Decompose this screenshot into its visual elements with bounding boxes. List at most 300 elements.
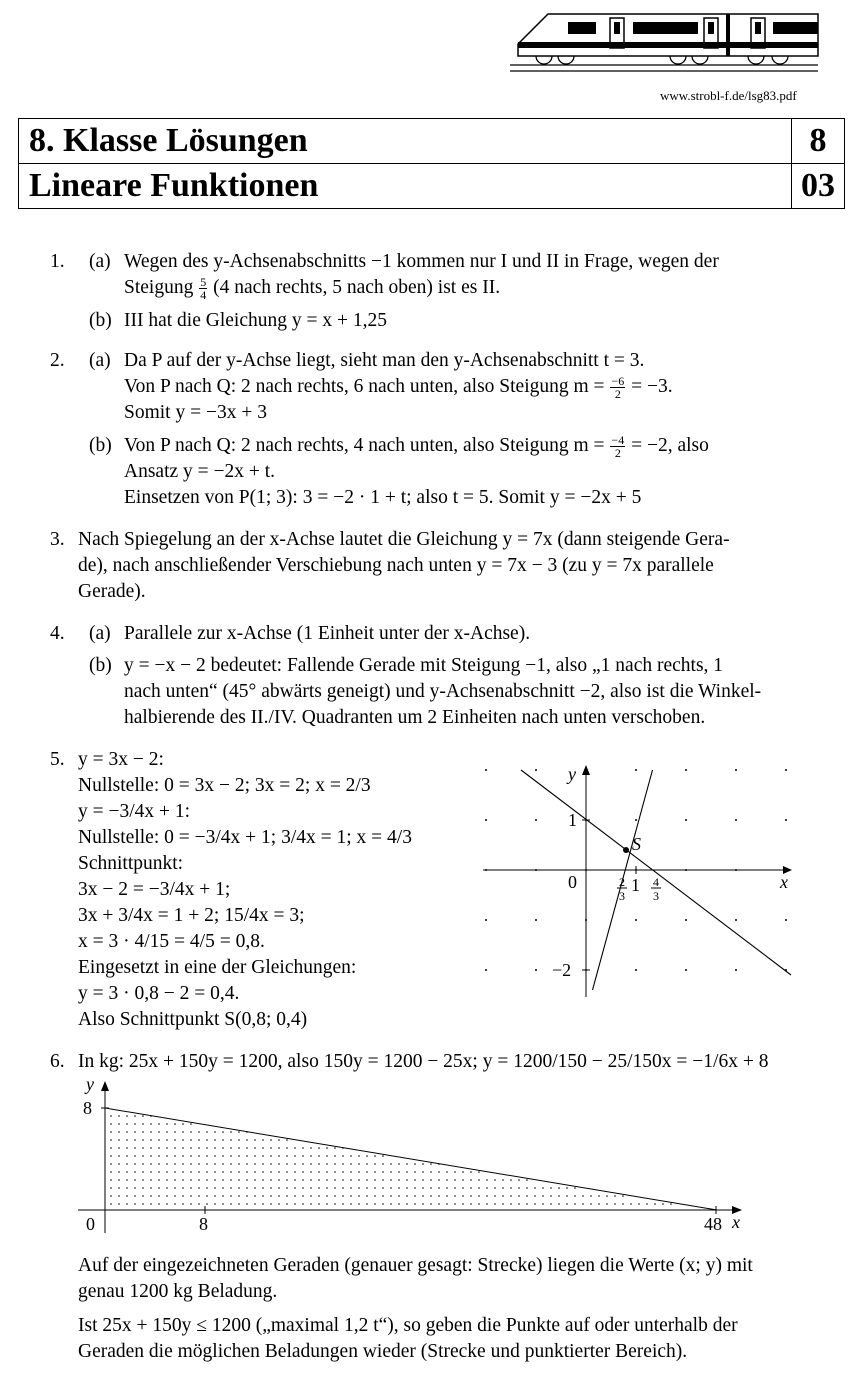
region-dot <box>382 1163 384 1165</box>
region-dot <box>334 1187 336 1189</box>
region-dot <box>286 1171 288 1173</box>
region-dot <box>478 1203 480 1205</box>
region-dot <box>134 1203 136 1205</box>
frac-2-3-den: 3 <box>619 889 625 903</box>
region-dot <box>206 1147 208 1149</box>
grid-dot <box>635 919 637 921</box>
region-dot <box>454 1203 456 1205</box>
region-dot <box>150 1163 152 1165</box>
line-y-minus-3-4x-plus-1 <box>521 770 791 975</box>
region-dot <box>230 1171 232 1173</box>
x-axis-label: x <box>780 872 788 892</box>
region-dot <box>182 1179 184 1181</box>
region-dot <box>286 1155 288 1157</box>
region-dot <box>214 1203 216 1205</box>
region-dot <box>534 1187 536 1189</box>
task-4b-line1: y = −x − 2 bedeutet: Fallende Gerade mit Steigung −1, also „1 nach rechts, 1 <box>124 655 724 676</box>
region-dot <box>334 1171 336 1173</box>
region-dot <box>662 1203 664 1205</box>
region-dot <box>550 1187 552 1189</box>
region-dot <box>422 1195 424 1197</box>
region-dot <box>246 1139 248 1141</box>
region-dot <box>182 1131 184 1133</box>
region-dot <box>254 1147 256 1149</box>
region-dot <box>382 1179 384 1181</box>
region-dot <box>174 1155 176 1157</box>
region-dot <box>158 1155 160 1157</box>
task-6-para2-line1: Ist 25x + 150y ≤ 1200 („maximal 1,2 t“), so geben die Punkte auf oder unterhalb der <box>78 1315 738 1336</box>
region-dot <box>350 1203 352 1205</box>
grid-dot <box>535 819 537 821</box>
region-dot <box>286 1163 288 1165</box>
region-dot <box>110 1131 112 1133</box>
source-url: www.strobl-f.de/lsg83.pdf <box>660 88 797 103</box>
region-dot <box>190 1171 192 1173</box>
region-dot <box>214 1131 216 1133</box>
region-dot <box>614 1203 616 1205</box>
region-dot <box>438 1195 440 1197</box>
region-dot <box>262 1203 264 1205</box>
region-dot <box>638 1203 640 1205</box>
region-dot <box>118 1115 120 1117</box>
region-dot <box>110 1115 112 1117</box>
region-dot <box>182 1203 184 1205</box>
region-dot <box>230 1131 232 1133</box>
region-dot <box>270 1187 272 1189</box>
region-dot <box>126 1203 128 1205</box>
region-dot <box>142 1171 144 1173</box>
task-2b-line2: Ansatz y = −2x + t. <box>124 461 276 482</box>
region-dot <box>142 1203 144 1205</box>
task-6-para1-line2: genau 1200 kg Beladung. <box>78 1281 278 1302</box>
region-dot <box>222 1163 224 1165</box>
region-dot <box>174 1179 176 1181</box>
region-dot <box>142 1163 144 1165</box>
region-dot <box>270 1155 272 1157</box>
region-dot <box>590 1195 592 1197</box>
region-dot <box>206 1163 208 1165</box>
region-dot <box>126 1187 128 1189</box>
region-dot <box>118 1155 120 1157</box>
region-dot <box>286 1195 288 1197</box>
region-dot <box>558 1195 560 1197</box>
region-dot <box>270 1147 272 1149</box>
region-dot <box>470 1187 472 1189</box>
grid-dot <box>535 969 537 971</box>
grid-dot <box>685 919 687 921</box>
grid-dot <box>485 769 487 771</box>
region-dot <box>118 1203 120 1205</box>
region-dot <box>318 1187 320 1189</box>
region-dot <box>278 1179 280 1181</box>
region-dot <box>510 1187 512 1189</box>
region-dot <box>110 1195 112 1197</box>
region-dot <box>222 1131 224 1133</box>
region-dot <box>278 1187 280 1189</box>
grid-dot <box>735 769 737 771</box>
subtask-label: (b) <box>89 435 112 456</box>
region-dot <box>158 1187 160 1189</box>
region-dot <box>542 1187 544 1189</box>
region-dot <box>190 1147 192 1149</box>
region-dot <box>182 1171 184 1173</box>
region-dot <box>454 1171 456 1173</box>
region-dot <box>270 1139 272 1141</box>
task-5-line: Nullstelle: 0 = −3/4x + 1; 3/4x = 1; x = 4/3 <box>78 827 412 848</box>
region-dot <box>566 1195 568 1197</box>
task-2 <box>0 348 862 518</box>
y-axis-label: y <box>568 764 576 784</box>
region-dot <box>174 1147 176 1149</box>
region-dot <box>254 1155 256 1157</box>
region-dot <box>262 1155 264 1157</box>
region-dot <box>246 1203 248 1205</box>
region-dot <box>486 1179 488 1181</box>
region-dot <box>470 1179 472 1181</box>
region-dot <box>286 1179 288 1181</box>
y-axis-arrow <box>582 765 590 775</box>
region-dot <box>214 1147 216 1149</box>
region-dot <box>206 1171 208 1173</box>
region-dot <box>558 1187 560 1189</box>
region-dot <box>478 1195 480 1197</box>
dotted-region <box>110 1115 672 1205</box>
region-dot <box>110 1123 112 1125</box>
region-dot <box>358 1187 360 1189</box>
region-dot <box>310 1187 312 1189</box>
region-dot <box>190 1131 192 1133</box>
region-dot <box>158 1195 160 1197</box>
region-dot <box>310 1179 312 1181</box>
region-dot <box>318 1147 320 1149</box>
region-dot <box>286 1187 288 1189</box>
task-number: 1. <box>50 251 65 272</box>
grid-dot <box>735 919 737 921</box>
task-6-para2-line2: Geraden die möglichen Beladungen wieder (Strecke und punktierter Bereich). <box>78 1341 688 1362</box>
region-dot <box>118 1131 120 1133</box>
region-dot <box>110 1163 112 1165</box>
region-dot <box>422 1187 424 1189</box>
region-dot <box>310 1195 312 1197</box>
grid-dot <box>635 769 637 771</box>
region-dot <box>406 1203 408 1205</box>
region-dot <box>534 1195 536 1197</box>
region-dot <box>390 1163 392 1165</box>
region-dot <box>110 1147 112 1149</box>
region-dot <box>158 1163 160 1165</box>
region-dot <box>166 1139 168 1141</box>
task-5-line: Eingesetzt in eine der Gleichungen: <box>78 957 357 978</box>
region-dot <box>446 1171 448 1173</box>
region-dot <box>414 1163 416 1165</box>
region-dot <box>398 1163 400 1165</box>
region-dot <box>126 1115 128 1117</box>
region-dot <box>270 1163 272 1165</box>
region-dot <box>454 1195 456 1197</box>
region-dot <box>502 1203 504 1205</box>
task-5-line: 3x − 2 = −3/4x + 1; <box>78 879 231 900</box>
region-dot <box>214 1179 216 1181</box>
grid-dot <box>685 769 687 771</box>
region-dot <box>374 1155 376 1157</box>
region-dot <box>198 1171 200 1173</box>
region-dot <box>206 1195 208 1197</box>
region-dot <box>342 1163 344 1165</box>
grid-dot <box>785 769 787 771</box>
region-dot <box>150 1131 152 1133</box>
task-number: 4. <box>50 623 65 644</box>
region-dot <box>366 1179 368 1181</box>
region-dot <box>278 1195 280 1197</box>
region-dot <box>254 1139 256 1141</box>
region-dot <box>278 1171 280 1173</box>
region-dot <box>278 1147 280 1149</box>
region-dot <box>158 1123 160 1125</box>
region-dot <box>286 1147 288 1149</box>
region-dot <box>510 1203 512 1205</box>
region-dot <box>286 1203 288 1205</box>
region-dot <box>198 1179 200 1181</box>
region-dot <box>254 1171 256 1173</box>
region-dot <box>182 1195 184 1197</box>
task-2b-line1: Von P nach Q: 2 nach rechts, 4 nach unten, also Steigung m = $\frac{-4}{2}$ = −2, also <box>124 433 709 461</box>
region-dot <box>262 1179 264 1181</box>
region-dot <box>310 1155 312 1157</box>
task-4b-line2: nach unten“ (45° abwärts geneigt) und y-Achsenabschnitt −2, also ist die Winkel- <box>124 681 762 702</box>
region-dot <box>302 1171 304 1173</box>
region-dot <box>350 1155 352 1157</box>
region-dot <box>206 1155 208 1157</box>
region-dot <box>206 1131 208 1133</box>
region-dot <box>422 1203 424 1205</box>
grid-dot <box>485 819 487 821</box>
region-dot <box>518 1195 520 1197</box>
region-dot <box>326 1163 328 1165</box>
region-dot <box>222 1139 224 1141</box>
region-dot <box>198 1163 200 1165</box>
region-dot <box>422 1179 424 1181</box>
region-dot <box>294 1163 296 1165</box>
region-dot <box>262 1163 264 1165</box>
region-dot <box>150 1179 152 1181</box>
region-dot <box>342 1179 344 1181</box>
task-5-line: Schnittpunkt: <box>78 853 184 874</box>
task-5-line: y = 3 · 0,8 − 2 = 0,4. <box>78 983 240 1004</box>
region-dot <box>574 1187 576 1189</box>
grid-dot <box>685 819 687 821</box>
region-dot <box>150 1147 152 1149</box>
region-dot <box>206 1179 208 1181</box>
region-dot <box>214 1163 216 1165</box>
region-dot <box>486 1203 488 1205</box>
region-dot <box>518 1179 520 1181</box>
region-dot <box>398 1179 400 1181</box>
region-dot <box>126 1163 128 1165</box>
region-dot <box>558 1203 560 1205</box>
region-dot <box>134 1139 136 1141</box>
subtask-label: (a) <box>89 251 111 272</box>
region-dot <box>262 1139 264 1141</box>
region-dot <box>118 1139 120 1141</box>
region-dot <box>222 1203 224 1205</box>
region-dot <box>134 1147 136 1149</box>
region-dot <box>478 1179 480 1181</box>
task-4a-text: Parallele zur x-Achse (1 Einheit unter der x-Achse). <box>124 623 531 644</box>
region-dot <box>398 1187 400 1189</box>
region-dot <box>206 1187 208 1189</box>
grid-dot <box>635 969 637 971</box>
region-dot <box>142 1115 144 1117</box>
region-dot <box>366 1155 368 1157</box>
region-dot <box>174 1195 176 1197</box>
region-dot <box>238 1147 240 1149</box>
region-dot <box>382 1171 384 1173</box>
region-dot <box>334 1203 336 1205</box>
region-dot <box>670 1203 672 1205</box>
y-axis-label: y <box>86 1075 94 1094</box>
region-dot <box>230 1203 232 1205</box>
region-dot <box>206 1139 208 1141</box>
region-dot <box>486 1187 488 1189</box>
region-dot <box>270 1203 272 1205</box>
region-dot <box>510 1195 512 1197</box>
topic-title: Lineare Funktionen <box>19 164 792 209</box>
region-dot <box>454 1187 456 1189</box>
region-dot <box>166 1123 168 1125</box>
region-dot <box>326 1187 328 1189</box>
region-dot <box>430 1171 432 1173</box>
region-dot <box>230 1155 232 1157</box>
region-dot <box>598 1203 600 1205</box>
region-dot <box>134 1171 136 1173</box>
region-dot <box>150 1203 152 1205</box>
region-dot <box>374 1179 376 1181</box>
region-dot <box>494 1187 496 1189</box>
region-dot <box>294 1179 296 1181</box>
region-dot <box>390 1179 392 1181</box>
region-dot <box>158 1147 160 1149</box>
region-dot <box>494 1203 496 1205</box>
region-dot <box>238 1155 240 1157</box>
task-6-line1: In kg: 25x + 150y = 1200, also 150y = 1200 − 25x; y = 1200/150 − 25/150x = −1/6x + 8 <box>78 1051 769 1072</box>
graph-task6 <box>72 1075 752 1237</box>
region-dot <box>406 1187 408 1189</box>
line-load-limit <box>105 1108 717 1210</box>
region-dot <box>158 1171 160 1173</box>
region-dot <box>366 1203 368 1205</box>
region-dot <box>126 1139 128 1141</box>
region-dot <box>430 1179 432 1181</box>
region-dot <box>278 1155 280 1157</box>
task-3-line1: Nach Spiegelung an der x-Achse lautet die Gleichung y = 7x (dann steigende Gera- <box>78 529 730 550</box>
region-dot <box>110 1187 112 1189</box>
region-dot <box>174 1123 176 1125</box>
task-3 <box>0 527 862 607</box>
region-dot <box>118 1123 120 1125</box>
region-dot <box>126 1123 128 1125</box>
region-dot <box>606 1203 608 1205</box>
region-dot <box>222 1171 224 1173</box>
region-dot <box>214 1139 216 1141</box>
region-dot <box>534 1203 536 1205</box>
point-label-s: S <box>632 834 641 854</box>
region-dot <box>174 1187 176 1189</box>
region-dot <box>310 1163 312 1165</box>
region-dot <box>182 1155 184 1157</box>
region-dot <box>398 1203 400 1205</box>
region-dot <box>190 1203 192 1205</box>
region-dot <box>182 1147 184 1149</box>
task-2a-line3: Somit y = −3x + 3 <box>124 402 267 423</box>
region-dot <box>622 1203 624 1205</box>
region-dot <box>166 1187 168 1189</box>
region-dot <box>262 1195 264 1197</box>
region-dot <box>470 1195 472 1197</box>
region-dot <box>574 1203 576 1205</box>
region-dot <box>486 1195 488 1197</box>
region-dot <box>350 1195 352 1197</box>
region-dot <box>446 1203 448 1205</box>
region-dot <box>598 1195 600 1197</box>
region-dot <box>166 1203 168 1205</box>
region-dot <box>582 1203 584 1205</box>
region-dot <box>230 1179 232 1181</box>
region-dot <box>150 1171 152 1173</box>
region-dot <box>238 1187 240 1189</box>
frac-2-3-num: 2 <box>619 875 625 889</box>
region-dot <box>150 1187 152 1189</box>
region-dot <box>422 1163 424 1165</box>
region-dot <box>446 1179 448 1181</box>
region-dot <box>134 1179 136 1181</box>
region-dot <box>142 1187 144 1189</box>
region-dot <box>190 1163 192 1165</box>
region-dot <box>126 1195 128 1197</box>
region-dot <box>542 1203 544 1205</box>
region-dot <box>294 1195 296 1197</box>
region-dot <box>158 1139 160 1141</box>
region-dot <box>470 1203 472 1205</box>
region-dot <box>342 1203 344 1205</box>
region-dot <box>254 1179 256 1181</box>
grid-dot <box>735 819 737 821</box>
region-dot <box>182 1163 184 1165</box>
region-dot <box>334 1147 336 1149</box>
region-dot <box>294 1147 296 1149</box>
region-dot <box>326 1179 328 1181</box>
region-dot <box>134 1163 136 1165</box>
grid-dot <box>535 769 537 771</box>
region-dot <box>190 1123 192 1125</box>
region-dot <box>414 1187 416 1189</box>
region-dot <box>374 1187 376 1189</box>
region-dot <box>414 1179 416 1181</box>
region-dot <box>502 1179 504 1181</box>
region-dot <box>166 1195 168 1197</box>
region-dot <box>334 1163 336 1165</box>
region-dot <box>126 1179 128 1181</box>
frac-4-3-num: 4 <box>653 875 659 889</box>
grid-dot <box>785 819 787 821</box>
region-dot <box>566 1187 568 1189</box>
tick-label-y-neg2: −2 <box>552 960 572 980</box>
region-dot <box>350 1179 352 1181</box>
region-dot <box>462 1171 464 1173</box>
region-dot <box>174 1171 176 1173</box>
region-dot <box>174 1203 176 1205</box>
region-dot <box>526 1195 528 1197</box>
region-dot <box>398 1195 400 1197</box>
